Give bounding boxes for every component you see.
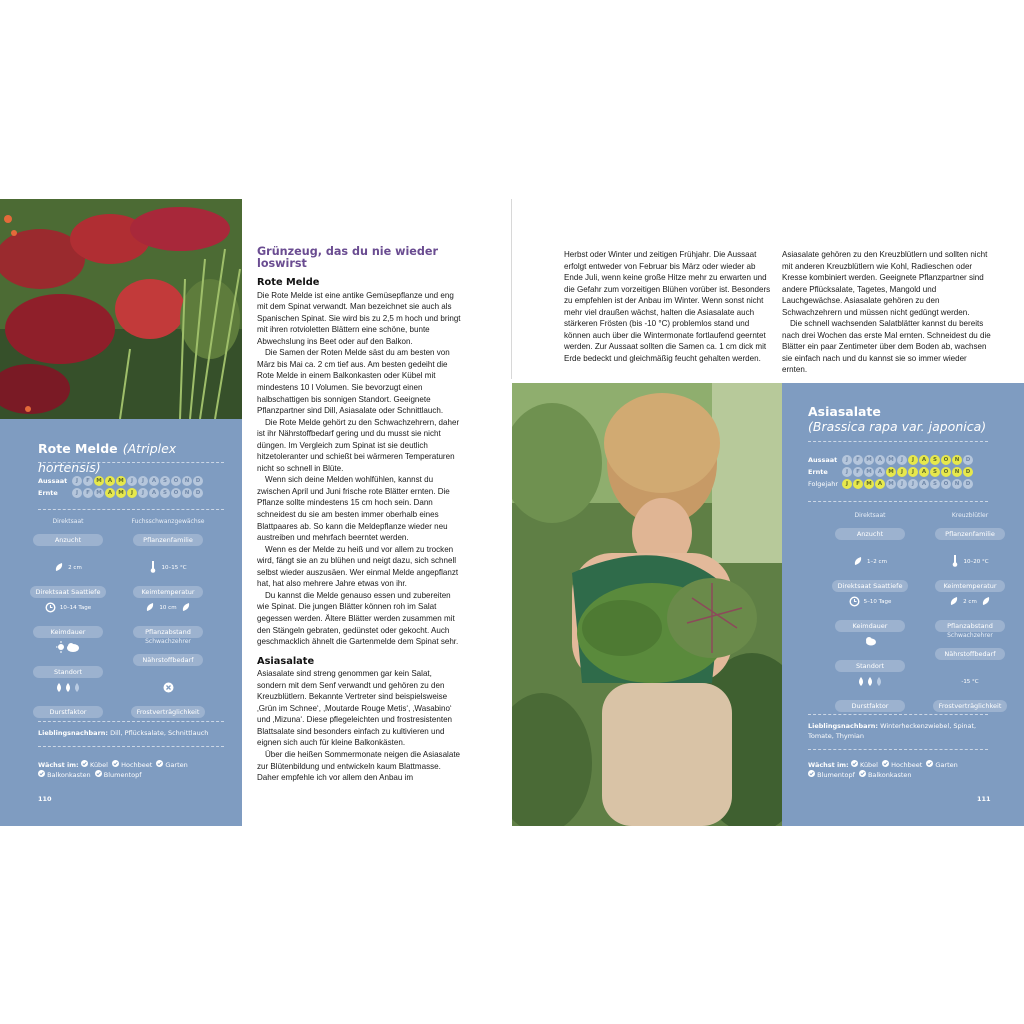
chapter-heading: Grünzeug, das du nie wieder loswirst bbox=[257, 245, 438, 270]
month-dot: M bbox=[864, 467, 874, 477]
cell-icon-row bbox=[830, 591, 910, 613]
month-dot: O bbox=[941, 467, 951, 477]
cell-value: 10–15 °C bbox=[161, 565, 187, 571]
water-drops-icon bbox=[55, 682, 81, 695]
profile-grid bbox=[0, 517, 242, 717]
profile-scientific-name: (Brassica rapa var. japonica) bbox=[808, 419, 987, 434]
right-text-column-2 bbox=[782, 249, 992, 376]
calendar-row-label: Folgejahr bbox=[808, 480, 838, 488]
seed-depth-icon bbox=[853, 556, 863, 568]
clock-icon bbox=[45, 602, 56, 615]
sowing-calendar bbox=[808, 454, 973, 490]
cell-icon-row bbox=[830, 551, 910, 573]
cell-caption: Direktsaat bbox=[854, 512, 886, 519]
cell-label-pill: Anzucht bbox=[33, 534, 103, 546]
grows-item: Blumentopf bbox=[808, 771, 855, 779]
cell-label-pill: Direktsaat Saattiefe bbox=[832, 580, 909, 592]
divider bbox=[808, 749, 988, 750]
cell-icon-row bbox=[930, 591, 1010, 613]
grows-item: Hochbeet bbox=[882, 761, 922, 769]
cell-caption: Direktsaat bbox=[52, 518, 84, 525]
cell-value: 10–20 °C bbox=[963, 559, 989, 565]
clock-icon bbox=[849, 596, 860, 609]
divider bbox=[38, 721, 224, 722]
paragraph: Wenn sich deine Melden wohlfühlen, kannst du zwischen April und Juni frische rote Blätter ernten. Die Pflanze sollte mindestens 15 cm hoch sein. Dann schneidest du sie am besten immer oberhalb eines Blattpaares ab. So kann die Meldepflanze wieder neu austreiben und mehrfach beerntet werden. bbox=[257, 475, 450, 543]
profile-grid bbox=[770, 511, 1012, 711]
profile-cell bbox=[930, 511, 1010, 540]
month-dot: N bbox=[952, 479, 962, 489]
month-dot: J bbox=[138, 488, 148, 498]
calendar-row bbox=[808, 454, 973, 466]
cell-label-pill: Standort bbox=[835, 660, 905, 672]
profile-name: Rote Melde bbox=[38, 441, 118, 456]
cell-label-pill: Frostverträglichkeit bbox=[131, 706, 206, 718]
month-dot: J bbox=[897, 455, 907, 465]
profile-title bbox=[808, 404, 1018, 434]
month-dot: A bbox=[105, 476, 115, 486]
paragraph: Die Samen der Roten Melde säst du am besten von März bis Mai ca. 2 cm tief aus. Am besten gedeiht die Rote Melde in einem Balkonkasten oder Kübel mit mindestens 10 l Volumen. Sie bevorzugt einen halbschattigen bis sonnigen Standort. Geeignete Pflanzpartner sind Dill, Asiasalate oder Schnittlauch. bbox=[257, 348, 450, 416]
calendar-row bbox=[38, 475, 203, 487]
frost-icon bbox=[163, 682, 174, 695]
profile-cell bbox=[28, 517, 108, 546]
month-dot: F bbox=[853, 479, 863, 489]
month-dot: D bbox=[963, 479, 973, 489]
water-drops-icon bbox=[857, 676, 883, 689]
cell-label-pill: Keimdauer bbox=[33, 626, 103, 638]
month-dot: J bbox=[842, 455, 852, 465]
cell-value: 2 cm bbox=[963, 599, 977, 605]
cell-label-pill: Pflanzabstand bbox=[935, 620, 1005, 632]
month-dot: J bbox=[72, 476, 82, 486]
grows-in bbox=[808, 760, 998, 780]
month-dot: S bbox=[930, 479, 940, 489]
cell-label-pill: Nährstoffbedarf bbox=[935, 648, 1005, 660]
profile-cell bbox=[830, 591, 910, 632]
cell-label-pill: Nährstoffbedarf bbox=[133, 654, 203, 666]
cell-label-pill: Anzucht bbox=[835, 528, 905, 540]
calendar-row-label: Aussaat bbox=[808, 456, 838, 464]
sowing-calendar bbox=[38, 475, 203, 499]
profile-cell bbox=[830, 631, 910, 672]
calendar-row-label: Aussaat bbox=[38, 477, 68, 485]
month-dot: J bbox=[908, 479, 918, 489]
grows-label: Wächst im: bbox=[808, 761, 851, 769]
section-heading-rote-melde: Rote Melde bbox=[257, 277, 320, 289]
month-dot: N bbox=[182, 488, 192, 498]
profile-cell bbox=[28, 637, 108, 678]
month-dot: A bbox=[875, 479, 885, 489]
grows-item: Kübel bbox=[851, 761, 878, 769]
month-dot: F bbox=[853, 467, 863, 477]
check-icon bbox=[38, 770, 45, 777]
profile-cell bbox=[830, 551, 910, 592]
month-dot: M bbox=[94, 476, 104, 486]
cell-label-pill: Pflanzabstand bbox=[133, 626, 203, 638]
profile-cell bbox=[28, 597, 108, 638]
month-dot: M bbox=[116, 476, 126, 486]
calendar-row-label: Ernte bbox=[808, 468, 828, 476]
cell-label-pill: Direktsaat Saattiefe bbox=[30, 586, 107, 598]
month-dot: M bbox=[886, 455, 896, 465]
month-dot: D bbox=[963, 467, 973, 477]
check-icon bbox=[808, 770, 815, 777]
grows-item: Blumentopf bbox=[95, 771, 142, 779]
left-text-column bbox=[257, 246, 463, 784]
profile-cell bbox=[830, 511, 910, 540]
page-number: 110 bbox=[38, 795, 52, 803]
month-dot: A bbox=[919, 479, 929, 489]
month-dot: O bbox=[941, 479, 951, 489]
cell-value: 1–2 cm bbox=[867, 559, 887, 565]
month-dot: A bbox=[875, 467, 885, 477]
cell-label-pill: Keimtemperatur bbox=[935, 580, 1005, 592]
month-dot: A bbox=[919, 467, 929, 477]
profile-cell bbox=[930, 551, 1010, 592]
cell-icon-row bbox=[830, 671, 910, 693]
paragraph: Die schnell wachsenden Salatblätter kannst du bereits nach drei Wochen das erste Mal ernten. Schneidest du die Blätter ein paar Zentimeter über dem Boden ab, wachsen sie einfach nach und du kannst sie so immer wieder ernten. bbox=[782, 319, 991, 375]
cell-icon-row bbox=[28, 677, 108, 699]
profile-cell bbox=[128, 517, 208, 546]
cell-value: 2 cm bbox=[68, 565, 82, 571]
divider bbox=[808, 441, 988, 442]
month-dot: S bbox=[160, 488, 170, 498]
sun-cloud-icon bbox=[864, 636, 876, 648]
cell-label-pill: Durstfaktor bbox=[835, 700, 905, 712]
profile-rote-melde bbox=[0, 419, 242, 826]
profile-cell bbox=[930, 591, 1010, 632]
profile-cell bbox=[930, 671, 1010, 712]
month-dot: N bbox=[952, 455, 962, 465]
paragraph: Herbst oder Winter und zeitigen Frühjahr. Die Aussaat erfolgt entweder von Februar bis März oder wieder ab Ende Juli, wenn keine große Hitze mehr zu erwarten und die Gefahr zum vorzeitigen Blühen vorüber ist. Besonders zu empfehlen ist der Anbau im Winter. Wenn sonst nicht mehr viel draußen wächst, halten die Asiasalate auch stärkeren Frösten (bis -10 °C) problemlos stand und können auch über die Wintermonate fortlaufend geerntet werden. Zur Aussaat sollten die Samen ca. 1 cm dick mit Erde bedeckt und gleichmäßig feucht gehalten werden. bbox=[564, 250, 771, 363]
woman-harvesting-photo bbox=[512, 383, 782, 826]
month-dot: F bbox=[83, 488, 93, 498]
grows-item: Garten bbox=[156, 761, 187, 769]
check-icon bbox=[81, 760, 88, 767]
check-icon bbox=[926, 760, 933, 767]
month-dot: A bbox=[149, 488, 159, 498]
cell-caption: Schwachzehrer bbox=[145, 638, 191, 645]
favorite-neighbors: Lieblingsnachbarn: Winterheckenzwiebel, Spinat, Tomate, Thymian bbox=[808, 722, 977, 740]
cell-icon-row bbox=[128, 557, 208, 579]
cell-caption: Kreuzblütler bbox=[951, 512, 989, 519]
month-dot: M bbox=[864, 479, 874, 489]
month-dot: D bbox=[193, 476, 203, 486]
month-dot: M bbox=[886, 467, 896, 477]
rote-melde-text bbox=[257, 290, 463, 648]
month-dot: O bbox=[171, 476, 181, 486]
cell-label-pill: Durstfaktor bbox=[33, 706, 103, 718]
profile-title bbox=[38, 438, 238, 476]
paragraph: Du kannst die Melde genauso essen und zubereiten wie Spinat. Die jungen Blätter können roh im Salat gegessen werden. Ältere Blätter werden zusammen mit den Stängeln gebraten, gedünstet oder gekocht. Auch geschmacklich ähnelt die Gartenmelde dem Spinat sehr. bbox=[257, 590, 459, 647]
profile-cell bbox=[128, 557, 208, 598]
month-dot: A bbox=[919, 455, 929, 465]
page-number: 111 bbox=[977, 795, 991, 803]
cell-icon-row bbox=[128, 597, 208, 619]
profile-cell bbox=[930, 631, 1010, 660]
cell-icon-row bbox=[28, 597, 108, 619]
month-dot: M bbox=[886, 479, 896, 489]
month-dot: N bbox=[182, 476, 192, 486]
cell-icon-row bbox=[128, 677, 208, 699]
divider bbox=[38, 509, 224, 510]
month-dot: J bbox=[842, 479, 852, 489]
month-dot: A bbox=[875, 455, 885, 465]
paragraph: Die Rote Melde ist eine antike Gemüsepflanze und eng mit dem Spinat verwandt. Man bezeichnet sie auch als Spanischen Spinat. Sie wird bis zu 2,5 m hoch und bringt mit ihren rotvioletten Blättern eine schöne, bunte Abwechslung ins Beet oder auf den Balkon. bbox=[257, 290, 461, 346]
divider bbox=[808, 501, 988, 502]
month-dot: A bbox=[105, 488, 115, 498]
red-orache-photo bbox=[0, 199, 242, 419]
month-dot: M bbox=[116, 488, 126, 498]
cell-icon-row bbox=[930, 671, 1010, 693]
month-dot: J bbox=[908, 455, 918, 465]
paragraph: Wenn es der Melde zu heiß und vor allem zu trocken wird, fängt sie an zu blühen und neigt dazu, sich schnell selbst wieder auszusäen. Wer einmal Melde angepflanzt hat, hat also mehrere Jahre etwas von ihr. bbox=[257, 544, 459, 589]
cell-label-pill: Keimdauer bbox=[835, 620, 905, 632]
grows-item: Garten bbox=[926, 761, 957, 769]
month-dot: J bbox=[138, 476, 148, 486]
cell-value: -15 °C bbox=[961, 679, 979, 685]
profile-asiasalate bbox=[782, 383, 1024, 826]
cell-caption: Schwachzehrer bbox=[947, 632, 993, 639]
spacing-icon bbox=[949, 596, 959, 608]
profile-cell bbox=[830, 671, 910, 712]
check-icon bbox=[156, 760, 163, 767]
cell-label-pill: Pflanzenfamilie bbox=[935, 528, 1005, 540]
divider bbox=[38, 746, 224, 747]
paragraph: Asiasalate gehören zu den Kreuzblütlern und sollten nicht mit anderen Kreuzblütlern wie Kohl, Radieschen oder Kresse kombiniert werden. Geeignete Pflanzpartner sind andere Pflücksalate, Tagetes, Mangold und Lauchgewächse. Asiasalate gehören zu den Schwachzehrern und müssen nicht gedüngt werden. bbox=[782, 250, 988, 317]
month-dot: A bbox=[149, 476, 159, 486]
month-dot: S bbox=[930, 467, 940, 477]
page-gutter bbox=[511, 199, 512, 379]
calendar-row bbox=[808, 466, 973, 478]
grows-item: Kübel bbox=[81, 761, 108, 769]
favorite-neighbors: Lieblingsnachbarn: Dill, Pflücksalate, Schnittlauch bbox=[38, 729, 209, 737]
divider bbox=[808, 714, 988, 715]
profile-scientific-name: (Atriplex hortensis) bbox=[38, 441, 177, 475]
cell-icon-row bbox=[28, 557, 108, 579]
check-icon bbox=[851, 760, 858, 767]
profile-name: Asiasalate bbox=[808, 404, 881, 419]
profile-cell bbox=[28, 677, 108, 718]
grows-label: Wächst im: bbox=[38, 761, 81, 769]
cell-label-pill: Standort bbox=[33, 666, 103, 678]
cell-label-pill: Pflanzenfamilie bbox=[133, 534, 203, 546]
grows-item: Balkonkasten bbox=[38, 771, 91, 779]
month-dot: J bbox=[127, 476, 137, 486]
grows-in bbox=[38, 760, 228, 780]
month-dot: J bbox=[127, 488, 137, 498]
cell-icon-row bbox=[830, 631, 910, 653]
divider bbox=[38, 462, 224, 463]
spacing-icon bbox=[145, 602, 155, 614]
month-dot: M bbox=[94, 488, 104, 498]
month-dot: S bbox=[930, 455, 940, 465]
check-icon bbox=[859, 770, 866, 777]
month-dot: J bbox=[908, 467, 918, 477]
cell-caption: Fuchsschwanzgewächse bbox=[131, 518, 205, 525]
month-dot: D bbox=[193, 488, 203, 498]
paragraph: Asiasalate sind streng genommen gar kein Salat, sondern mit dem Senf verwandt und gehören zu den Kreuzblütlern. Bekannte Vertreter sind beispielsweise ‚Grün im Schnee‘, ‚Moutarde Rouge Metis‘, ‚Wasabino‘ und ‚Mizuna‘. Diese pflegeleichten und frostresistenten Blattsalate sind besonders einfach zu kultivieren und eignen sich auch für kleine Balkonkästen. bbox=[257, 669, 453, 748]
cell-value: 5–10 Tage bbox=[863, 599, 892, 605]
month-dot: F bbox=[853, 455, 863, 465]
check-icon bbox=[112, 760, 119, 767]
cell-label-pill: Frostverträglichkeit bbox=[933, 700, 1008, 712]
month-dot: J bbox=[897, 467, 907, 477]
grows-item: Balkonkasten bbox=[859, 771, 912, 779]
month-dot: N bbox=[952, 467, 962, 477]
check-icon bbox=[882, 760, 889, 767]
month-dot: S bbox=[160, 476, 170, 486]
profile-cell bbox=[28, 557, 108, 598]
month-dot: M bbox=[864, 455, 874, 465]
cell-icon-row bbox=[28, 637, 108, 659]
leaf-icon bbox=[181, 602, 191, 614]
section-heading-asiasalate: Asiasalate bbox=[257, 655, 315, 667]
calendar-row bbox=[38, 487, 203, 499]
profile-cell bbox=[128, 597, 208, 638]
thermometer-icon bbox=[149, 561, 157, 575]
calendar-row bbox=[808, 478, 973, 490]
calendar-row-label: Ernte bbox=[38, 489, 58, 497]
leaf-icon bbox=[981, 596, 991, 608]
month-dot: O bbox=[941, 455, 951, 465]
paragraph: Die Rote Melde gehört zu den Schwachzehrern, daher ist ihr Nährstoffbedarf gering und du musst sie nicht düngen. Im Vergleich zum Spinat ist sie deutlich hitzetoleranter und schießt bei wärmeren Temperaturen nicht so schnell in Blüte. bbox=[257, 417, 460, 473]
grows-item: Hochbeet bbox=[112, 761, 152, 769]
cell-value: 10 cm bbox=[159, 605, 177, 611]
right-text-column-1 bbox=[564, 249, 772, 364]
month-dot: J bbox=[842, 467, 852, 477]
month-dot: J bbox=[897, 479, 907, 489]
month-dot: O bbox=[171, 488, 181, 498]
asiasalate-text bbox=[257, 668, 463, 783]
month-dot: F bbox=[83, 476, 93, 486]
cell-label-pill: Keimtemperatur bbox=[133, 586, 203, 598]
cell-value: 10–14 Tage bbox=[59, 605, 92, 611]
sun-cloud-icon bbox=[56, 641, 80, 655]
paragraph: Über die heißen Sommermonate neigen die Asiasalate zur Blütenbildung und entwickeln kaum Blattmasse. Daher empfehle ich vor allem den Anbau im bbox=[257, 749, 461, 783]
month-dot: J bbox=[72, 488, 82, 498]
month-dot: D bbox=[963, 455, 973, 465]
check-icon bbox=[95, 770, 102, 777]
profile-cell bbox=[128, 637, 208, 666]
seed-depth-icon bbox=[54, 562, 64, 574]
profile-cell bbox=[128, 677, 208, 718]
cell-icon-row bbox=[930, 551, 1010, 573]
thermometer-icon bbox=[951, 555, 959, 569]
